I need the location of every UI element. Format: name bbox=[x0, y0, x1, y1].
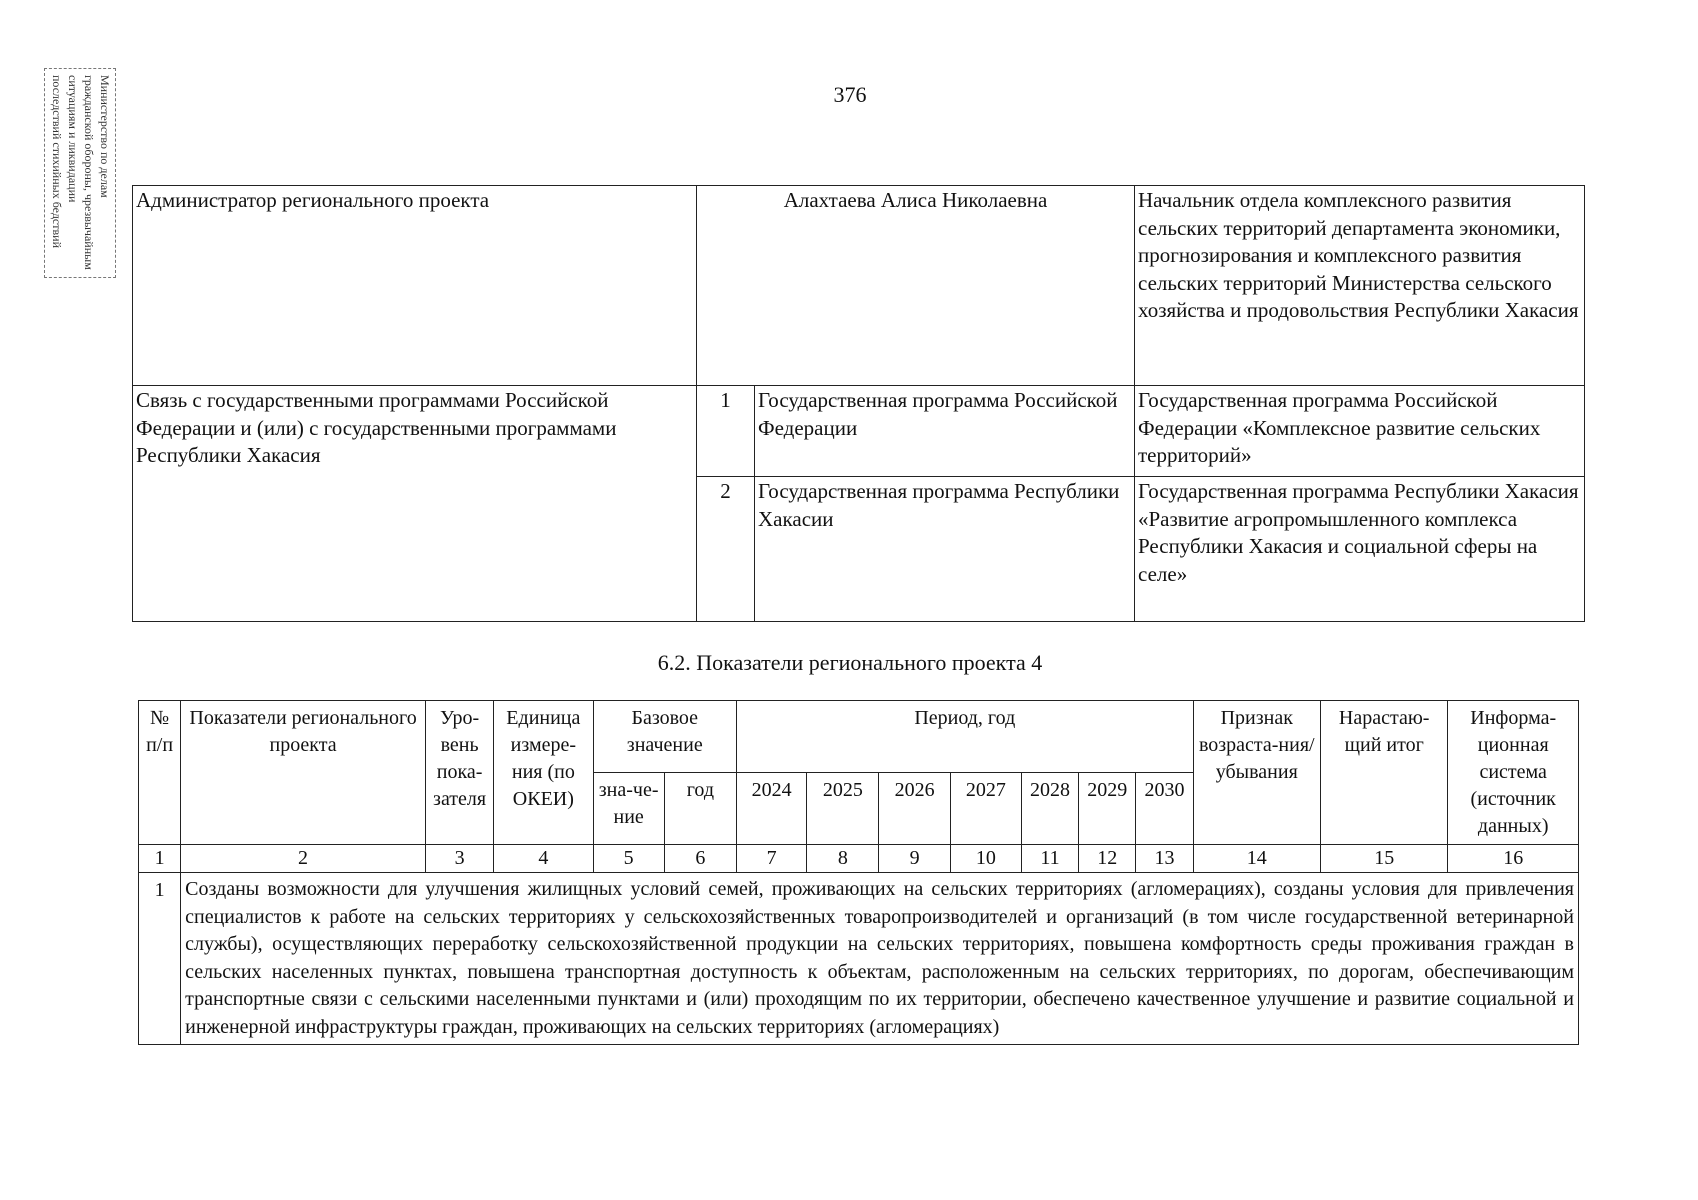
header-unit: Единица измере-ния (по ОКЕИ) bbox=[494, 701, 593, 845]
stamp-text bbox=[45, 69, 116, 278]
column-number: 9 bbox=[879, 845, 950, 873]
column-number: 7 bbox=[737, 845, 807, 873]
column-number: 3 bbox=[425, 845, 493, 873]
header-year: 2027 bbox=[950, 773, 1021, 845]
goal-text: Созданы возможности для улучшения жилищных условий семей, проживающих на сельских территориях (агломерациях), созданы условия для привлечения специалистов к работе на сельских территориях у сельскохозяйственных товаропроизводителей и организаций (в том числе государственной ветеринарной службы), осуществляющих переработку сельскохозяйственной продукции на сельских территориях, повышена комфортность среды проживания граждан в сельских населенных пунктах, повышена транспортная доступность к объектам, расположенным на сельских территориях, по дорогам, обеспечивающим транспортные связи с сельскими населенными пунктами и (или) проходящим по их территории, обеспечено качественное улучшение и развитие социальной и инженерной инфраструктуры граждан, проживающих на сельских территориях (агломерациях) bbox=[181, 873, 1579, 1045]
column-number: 13 bbox=[1136, 845, 1193, 873]
header-base: Базовое значение bbox=[593, 701, 736, 773]
column-number: 10 bbox=[950, 845, 1021, 873]
stamp-line: Министерство по делам bbox=[98, 75, 112, 198]
column-number: 4 bbox=[494, 845, 593, 873]
header-base-value: зна-че-ние bbox=[593, 773, 664, 845]
header-year: 2030 bbox=[1136, 773, 1193, 845]
column-number: 1 bbox=[139, 845, 181, 873]
column-number: 8 bbox=[807, 845, 879, 873]
stamp-line: гражданской обороны, чрезвычайным bbox=[82, 75, 96, 270]
header-trend: Признак возраста-ния/ убывания bbox=[1193, 701, 1320, 845]
column-number: 12 bbox=[1079, 845, 1136, 873]
program-type: Государственная программа Республики Хакасии bbox=[755, 477, 1135, 622]
goal-number: 1 bbox=[139, 873, 181, 1045]
header-num: № п/п bbox=[139, 701, 181, 845]
column-number: 6 bbox=[664, 845, 736, 873]
header-indicator: Показатели регионального проекта bbox=[181, 701, 426, 845]
header-base-year: год bbox=[664, 773, 736, 845]
header-level: Уро-вень пока-зателя bbox=[425, 701, 493, 845]
header-year: 2024 bbox=[737, 773, 807, 845]
column-number: 11 bbox=[1021, 845, 1078, 873]
indicators-table bbox=[138, 700, 1579, 1045]
stamp-line: ситуациям и ликвидации bbox=[66, 75, 80, 203]
header-year: 2028 bbox=[1021, 773, 1078, 845]
header-row bbox=[139, 701, 1579, 773]
header-info-system: Информа-ционная система (источник данных) bbox=[1448, 701, 1579, 845]
column-number-row bbox=[139, 845, 1579, 873]
page-number: 376 bbox=[833, 82, 867, 107]
admin-label: Администратор регионального проекта bbox=[133, 186, 697, 386]
stamp-line: последствий стихийных бедствий bbox=[50, 75, 64, 249]
admin-position: Начальник отдела комплексного развития сельских территорий департамента экономики, прогнозирования и комплексного развития сельских территорий Министерства сельского хозяйства и продовольствия Республики Хакасия bbox=[1135, 186, 1585, 386]
admin-row bbox=[133, 186, 1585, 386]
program-number: 1 bbox=[697, 386, 755, 477]
program-row bbox=[133, 386, 1585, 477]
project-info-table bbox=[132, 185, 1585, 622]
section-title: 6.2. Показатели регионального проекта 4 bbox=[657, 650, 1043, 675]
program-number: 2 bbox=[697, 477, 755, 622]
program-name: Государственная программа Республики Хакасия «Развитие агропромышленного комплекса Республики Хакасия и социальной сферы на селе» bbox=[1135, 477, 1585, 622]
registration-stamp bbox=[44, 68, 116, 278]
goal-row bbox=[139, 873, 1579, 1045]
column-number: 15 bbox=[1320, 845, 1447, 873]
column-number: 16 bbox=[1448, 845, 1579, 873]
header-year: 2026 bbox=[879, 773, 950, 845]
admin-name: Алахтаева Алиса Николаевна bbox=[697, 186, 1135, 386]
column-number: 14 bbox=[1193, 845, 1320, 873]
column-number: 5 bbox=[593, 845, 664, 873]
program-name: Государственная программа Российской Федерации «Комплексное развитие сельских территорий» bbox=[1135, 386, 1585, 477]
program-type: Государственная программа Российской Федерации bbox=[755, 386, 1135, 477]
header-period: Период, год bbox=[737, 701, 1194, 773]
header-cumulative: Нарастаю-щий итог bbox=[1320, 701, 1447, 845]
header-year: 2025 bbox=[807, 773, 879, 845]
program-link-label: Связь с государственными программами Российской Федерации и (или) с государственными программами Республики Хакасия bbox=[133, 386, 697, 622]
column-number: 2 bbox=[181, 845, 426, 873]
header-year: 2029 bbox=[1079, 773, 1136, 845]
